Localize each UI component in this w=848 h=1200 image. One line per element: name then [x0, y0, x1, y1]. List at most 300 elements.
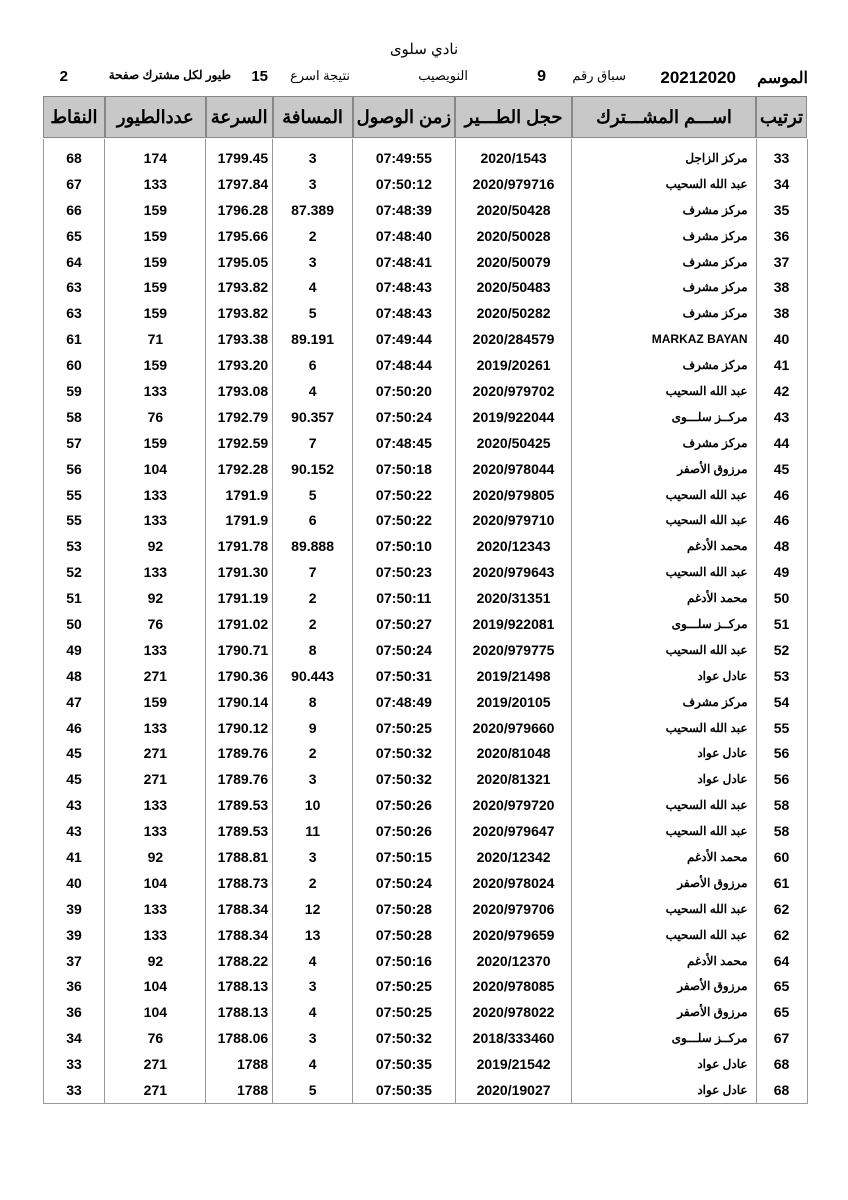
cell-member-name: عبد الله السحيب — [572, 482, 756, 508]
cell-distance: 2 — [273, 870, 353, 896]
table-row — [43, 844, 807, 870]
cell-bird-count: 133 — [105, 715, 206, 741]
cell-member-name: عبد الله السحيب — [572, 171, 756, 197]
cell-points: 57 — [43, 430, 105, 456]
table-row — [43, 715, 807, 741]
cell-points: 66 — [43, 197, 105, 223]
table-row — [43, 223, 807, 249]
cell-distance: 89.888 — [273, 533, 353, 559]
cell-rank: 54 — [756, 689, 807, 715]
cell-speed: 1795.66 — [206, 223, 273, 249]
cell-speed: 1791.30 — [206, 559, 273, 585]
cell-speed: 1788.73 — [206, 870, 273, 896]
cell-rank: 56 — [756, 740, 807, 766]
cell-member-name: عبد الله السحيب — [572, 922, 756, 948]
cell-speed: 1788.06 — [206, 1025, 273, 1051]
cell-bird-count: 159 — [105, 274, 206, 300]
cell-distance: 87.389 — [273, 197, 353, 223]
cell-rank: 40 — [756, 326, 807, 352]
cell-ring-number: 2020/979702 — [455, 378, 572, 404]
cell-speed: 1792.28 — [206, 456, 273, 482]
table-row — [43, 559, 807, 585]
cell-ring-number: 2020/50483 — [455, 274, 572, 300]
cell-speed: 1790.71 — [206, 637, 273, 663]
cell-arrival-time: 07:50:35 — [353, 1077, 456, 1103]
table-row — [43, 585, 807, 611]
cell-ring-number: 2020/979775 — [455, 637, 572, 663]
cell-member-name: مركز مشرف — [572, 352, 756, 378]
cell-member-name: عادل عواد — [572, 766, 756, 792]
cell-distance: 4 — [273, 999, 353, 1025]
table-row — [43, 378, 807, 404]
cell-rank: 41 — [756, 352, 807, 378]
fastest-label: نتيجة اسرع — [290, 68, 350, 83]
cell-bird-count: 159 — [105, 249, 206, 275]
cell-speed: 1788.81 — [206, 844, 273, 870]
table-row — [43, 999, 807, 1025]
cell-ring-number: 2020/31351 — [455, 585, 572, 611]
race-number: 9 — [537, 68, 546, 85]
cell-bird-count: 271 — [105, 740, 206, 766]
cell-rank: 38 — [756, 274, 807, 300]
cell-rank: 46 — [756, 507, 807, 533]
cell-member-name: محمد الأدغم — [572, 533, 756, 559]
season-value: 20212020 — [660, 68, 736, 87]
cell-arrival-time: 07:50:28 — [353, 896, 456, 922]
table-row — [43, 430, 807, 456]
cell-speed: 1790.14 — [206, 689, 273, 715]
cell-rank: 60 — [756, 844, 807, 870]
cell-ring-number: 2020/978044 — [455, 456, 572, 482]
cell-bird-count: 133 — [105, 378, 206, 404]
table-row — [43, 404, 807, 430]
cell-bird-count: 133 — [105, 482, 206, 508]
cell-distance: 5 — [273, 1077, 353, 1103]
cell-speed: 1797.84 — [206, 171, 273, 197]
table-row — [43, 766, 807, 792]
cell-distance: 2 — [273, 223, 353, 249]
cell-rank: 65 — [756, 974, 807, 1000]
column-header-rank: ترتيب — [756, 96, 807, 138]
cell-speed: 1788.13 — [206, 974, 273, 1000]
cell-bird-count: 92 — [105, 844, 206, 870]
cell-member-name: عبد الله السحيب — [572, 637, 756, 663]
cell-member-name: مركز مشرف — [572, 300, 756, 326]
cell-arrival-time: 07:50:24 — [353, 637, 456, 663]
cell-speed: 1795.05 — [206, 249, 273, 275]
table-row — [43, 352, 807, 378]
cell-distance: 4 — [273, 948, 353, 974]
cell-rank: 34 — [756, 171, 807, 197]
cell-speed: 1788.34 — [206, 922, 273, 948]
cell-speed: 1791.78 — [206, 533, 273, 559]
cell-ring-number: 2020/979659 — [455, 922, 572, 948]
cell-ring-number: 2020/12343 — [455, 533, 572, 559]
table-row — [43, 1077, 807, 1103]
cell-speed: 1788 — [206, 1077, 273, 1103]
cell-points: 68 — [43, 138, 105, 171]
cell-rank: 68 — [756, 1077, 807, 1103]
column-header-member-name: اســـم المشـــترك — [572, 96, 756, 138]
cell-ring-number: 2020/1543 — [455, 138, 572, 171]
cell-arrival-time: 07:50:32 — [353, 740, 456, 766]
cell-speed: 1796.28 — [206, 197, 273, 223]
cell-rank: 56 — [756, 766, 807, 792]
cell-distance: 3 — [273, 974, 353, 1000]
cell-speed: 1793.08 — [206, 378, 273, 404]
cell-distance: 5 — [273, 482, 353, 508]
cell-bird-count: 76 — [105, 404, 206, 430]
cell-rank: 65 — [756, 999, 807, 1025]
cell-points: 34 — [43, 1025, 105, 1051]
cell-points: 33 — [43, 1051, 105, 1077]
cell-arrival-time: 07:48:45 — [353, 430, 456, 456]
page-number: 2 — [59, 68, 68, 85]
cell-points: 67 — [43, 171, 105, 197]
cell-points: 45 — [43, 766, 105, 792]
cell-rank: 38 — [756, 300, 807, 326]
cell-member-name: مرزوق الأصفر — [572, 870, 756, 896]
cell-member-name: عبد الله السحيب — [572, 715, 756, 741]
cell-bird-count: 92 — [105, 585, 206, 611]
cell-distance: 6 — [273, 507, 353, 533]
cell-arrival-time: 07:50:11 — [353, 585, 456, 611]
cell-arrival-time: 07:50:23 — [353, 559, 456, 585]
cell-rank: 36 — [756, 223, 807, 249]
table-row — [43, 922, 807, 948]
cell-speed: 1793.82 — [206, 300, 273, 326]
table-row — [43, 138, 807, 171]
table-row — [43, 870, 807, 896]
cell-ring-number: 2020/81048 — [455, 740, 572, 766]
cell-member-name: مركز مشرف — [572, 197, 756, 223]
cell-bird-count: 104 — [105, 870, 206, 896]
cell-distance: 8 — [273, 689, 353, 715]
column-header-arrival-time: زمن الوصول — [353, 96, 456, 138]
cell-distance: 6 — [273, 352, 353, 378]
cell-member-name: مركز مشرف — [572, 249, 756, 275]
cell-arrival-time: 07:48:43 — [353, 300, 456, 326]
cell-points: 55 — [43, 482, 105, 508]
table-row — [43, 171, 807, 197]
cell-speed: 1792.79 — [206, 404, 273, 430]
cell-bird-count: 104 — [105, 974, 206, 1000]
cell-points: 65 — [43, 223, 105, 249]
cell-points: 56 — [43, 456, 105, 482]
cell-ring-number: 2020/50428 — [455, 197, 572, 223]
cell-points: 63 — [43, 300, 105, 326]
cell-speed: 1789.76 — [206, 766, 273, 792]
cell-bird-count: 271 — [105, 1077, 206, 1103]
cell-rank: 43 — [756, 404, 807, 430]
cell-distance: 90.443 — [273, 663, 353, 689]
table-row — [43, 274, 807, 300]
cell-points: 64 — [43, 249, 105, 275]
cell-speed: 1793.82 — [206, 274, 273, 300]
cell-distance: 4 — [273, 378, 353, 404]
race-location: النويصيب — [418, 68, 468, 83]
cell-speed: 1789.76 — [206, 740, 273, 766]
cell-ring-number: 2019/922044 — [455, 404, 572, 430]
table-row — [43, 533, 807, 559]
cell-bird-count: 159 — [105, 430, 206, 456]
cell-member-name: عبد الله السحيب — [572, 818, 756, 844]
cell-bird-count: 76 — [105, 1025, 206, 1051]
cell-bird-count: 133 — [105, 922, 206, 948]
cell-ring-number: 2020/50028 — [455, 223, 572, 249]
cell-points: 33 — [43, 1077, 105, 1103]
cell-arrival-time: 07:48:44 — [353, 352, 456, 378]
cell-points: 49 — [43, 637, 105, 663]
cell-distance: 4 — [273, 1051, 353, 1077]
cell-distance: 11 — [273, 818, 353, 844]
cell-points: 61 — [43, 326, 105, 352]
cell-speed: 1789.53 — [206, 792, 273, 818]
table-row — [43, 197, 807, 223]
cell-member-name: مركــز سلـــوى — [572, 611, 756, 637]
table-row — [43, 740, 807, 766]
table-row — [43, 507, 807, 533]
cell-ring-number: 2020/979805 — [455, 482, 572, 508]
cell-speed: 1789.53 — [206, 818, 273, 844]
cell-rank: 52 — [756, 637, 807, 663]
season-label: الموسم — [757, 70, 808, 87]
cell-bird-count: 92 — [105, 533, 206, 559]
cell-arrival-time: 07:50:25 — [353, 974, 456, 1000]
cell-bird-count: 133 — [105, 507, 206, 533]
cell-speed: 1793.20 — [206, 352, 273, 378]
cell-rank: 44 — [756, 430, 807, 456]
cell-arrival-time: 07:50:28 — [353, 922, 456, 948]
cell-points: 46 — [43, 715, 105, 741]
cell-bird-count: 133 — [105, 792, 206, 818]
cell-arrival-time: 07:50:27 — [353, 611, 456, 637]
cell-bird-count: 271 — [105, 1051, 206, 1077]
cell-bird-count: 133 — [105, 637, 206, 663]
cell-ring-number: 2020/978022 — [455, 999, 572, 1025]
table-row — [43, 689, 807, 715]
cell-bird-count: 133 — [105, 559, 206, 585]
cell-arrival-time: 07:50:22 — [353, 507, 456, 533]
cell-points: 40 — [43, 870, 105, 896]
cell-rank: 37 — [756, 249, 807, 275]
race-info — [42, 68, 808, 92]
cell-bird-count: 271 — [105, 766, 206, 792]
cell-member-name: عبد الله السحيب — [572, 507, 756, 533]
table-row — [43, 300, 807, 326]
cell-member-name: مركــز سلـــوى — [572, 1025, 756, 1051]
cell-ring-number: 2020/979706 — [455, 896, 572, 922]
cell-speed: 1788.22 — [206, 948, 273, 974]
cell-rank: 49 — [756, 559, 807, 585]
cell-member-name: مركز الزاجل — [572, 138, 756, 171]
cell-ring-number: 2020/19027 — [455, 1077, 572, 1103]
cell-distance: 90.152 — [273, 456, 353, 482]
cell-rank: 45 — [756, 456, 807, 482]
cell-ring-number: 2020/979643 — [455, 559, 572, 585]
cell-points: 37 — [43, 948, 105, 974]
cell-distance: 12 — [273, 896, 353, 922]
cell-distance: 7 — [273, 559, 353, 585]
cell-ring-number: 2020/81321 — [455, 766, 572, 792]
cell-rank: 58 — [756, 818, 807, 844]
cell-ring-number: 2020/284579 — [455, 326, 572, 352]
cell-arrival-time: 07:50:35 — [353, 1051, 456, 1077]
cell-bird-count: 159 — [105, 352, 206, 378]
cell-bird-count: 133 — [105, 896, 206, 922]
cell-rank: 46 — [756, 482, 807, 508]
cell-ring-number: 2020/979660 — [455, 715, 572, 741]
cell-distance: 2 — [273, 585, 353, 611]
cell-distance: 10 — [273, 792, 353, 818]
cell-bird-count: 133 — [105, 171, 206, 197]
cell-bird-count: 104 — [105, 999, 206, 1025]
club-title: نادي سلوى — [389, 41, 459, 58]
cell-rank: 68 — [756, 1051, 807, 1077]
cell-speed: 1790.36 — [206, 663, 273, 689]
cell-points: 39 — [43, 922, 105, 948]
cell-ring-number: 2020/978024 — [455, 870, 572, 896]
fastest-count: 15 — [251, 68, 268, 85]
cell-member-name: مرزوق الأصفر — [572, 974, 756, 1000]
cell-arrival-time: 07:50:32 — [353, 1025, 456, 1051]
cell-speed: 1790.12 — [206, 715, 273, 741]
cell-points: 48 — [43, 663, 105, 689]
table-row — [43, 249, 807, 275]
cell-member-name: مركز مشرف — [572, 274, 756, 300]
column-header-distance: المسافة — [273, 96, 353, 138]
table-row — [43, 637, 807, 663]
cell-distance: 9 — [273, 715, 353, 741]
cell-bird-count: 104 — [105, 456, 206, 482]
cell-points: 41 — [43, 844, 105, 870]
cell-ring-number: 2020/50079 — [455, 249, 572, 275]
cell-arrival-time: 07:50:32 — [353, 766, 456, 792]
cell-speed: 1788.34 — [206, 896, 273, 922]
cell-rank: 35 — [756, 197, 807, 223]
table-row — [43, 948, 807, 974]
cell-member-name: مركز مشرف — [572, 689, 756, 715]
cell-ring-number: 2019/21542 — [455, 1051, 572, 1077]
cell-ring-number: 2020/979716 — [455, 171, 572, 197]
cell-member-name: محمد الأدغم — [572, 585, 756, 611]
table-row — [43, 1025, 807, 1051]
cell-arrival-time: 07:48:43 — [353, 274, 456, 300]
column-header-speed: السرعة — [206, 96, 273, 138]
cell-ring-number: 2020/979647 — [455, 818, 572, 844]
cell-speed: 1788 — [206, 1051, 273, 1077]
table-row — [43, 974, 807, 1000]
cell-distance: 90.357 — [273, 404, 353, 430]
cell-arrival-time: 07:50:10 — [353, 533, 456, 559]
cell-member-name: مركز مشرف — [572, 430, 756, 456]
cell-distance: 3 — [273, 1025, 353, 1051]
per-member-label: طيور لكل مشترك صفحة — [108, 68, 231, 82]
cell-distance: 2 — [273, 740, 353, 766]
cell-rank: 55 — [756, 715, 807, 741]
cell-arrival-time: 07:50:15 — [353, 844, 456, 870]
cell-points: 63 — [43, 274, 105, 300]
cell-arrival-time: 07:50:22 — [353, 482, 456, 508]
cell-arrival-time: 07:48:49 — [353, 689, 456, 715]
cell-ring-number: 2020/979710 — [455, 507, 572, 533]
cell-member-name: عبد الله السحيب — [572, 792, 756, 818]
cell-distance: 3 — [273, 766, 353, 792]
cell-arrival-time: 07:50:24 — [353, 870, 456, 896]
cell-points: 36 — [43, 974, 105, 1000]
cell-arrival-time: 07:50:16 — [353, 948, 456, 974]
cell-bird-count: 76 — [105, 611, 206, 637]
cell-distance: 3 — [273, 171, 353, 197]
results-table — [42, 95, 808, 1104]
cell-points: 51 — [43, 585, 105, 611]
cell-bird-count: 159 — [105, 689, 206, 715]
cell-speed: 1793.38 — [206, 326, 273, 352]
cell-speed: 1791.02 — [206, 611, 273, 637]
cell-bird-count: 71 — [105, 326, 206, 352]
cell-member-name: عادل عواد — [572, 1077, 756, 1103]
cell-ring-number: 2019/922081 — [455, 611, 572, 637]
cell-ring-number: 2020/979720 — [455, 792, 572, 818]
cell-ring-number: 2020/12342 — [455, 844, 572, 870]
cell-points: 36 — [43, 999, 105, 1025]
cell-bird-count: 271 — [105, 663, 206, 689]
cell-member-name: محمد الأدغم — [572, 948, 756, 974]
cell-distance: 89.191 — [273, 326, 353, 352]
cell-arrival-time: 07:50:24 — [353, 404, 456, 430]
cell-ring-number: 2020/978085 — [455, 974, 572, 1000]
cell-arrival-time: 07:50:20 — [353, 378, 456, 404]
cell-distance: 3 — [273, 844, 353, 870]
cell-speed: 1791.9 — [206, 482, 273, 508]
cell-arrival-time: 07:50:26 — [353, 792, 456, 818]
cell-points: 52 — [43, 559, 105, 585]
cell-arrival-time: 07:50:26 — [353, 818, 456, 844]
table-row — [43, 1051, 807, 1077]
cell-points: 43 — [43, 818, 105, 844]
cell-rank: 61 — [756, 870, 807, 896]
cell-ring-number: 2020/12370 — [455, 948, 572, 974]
cell-member-name: مرزوق الأصفر — [572, 999, 756, 1025]
cell-points: 39 — [43, 896, 105, 922]
cell-speed: 1791.9 — [206, 507, 273, 533]
cell-ring-number: 2020/50282 — [455, 300, 572, 326]
cell-arrival-time: 07:50:18 — [353, 456, 456, 482]
cell-ring-number: 2019/20261 — [455, 352, 572, 378]
cell-speed: 1799.45 — [206, 138, 273, 171]
cell-points: 60 — [43, 352, 105, 378]
cell-rank: 67 — [756, 1025, 807, 1051]
cell-bird-count: 159 — [105, 197, 206, 223]
cell-member-name: مركــز سلـــوى — [572, 404, 756, 430]
cell-member-name: MARKAZ BAYAN — [572, 326, 756, 352]
cell-points: 45 — [43, 740, 105, 766]
cell-bird-count: 159 — [105, 223, 206, 249]
cell-rank: 33 — [756, 138, 807, 171]
table-row — [43, 896, 807, 922]
cell-member-name: مرزوق الأصفر — [572, 456, 756, 482]
column-header-bird-count: عددالطيور — [105, 96, 206, 138]
table-row — [43, 326, 807, 352]
cell-points: 47 — [43, 689, 105, 715]
cell-arrival-time: 07:49:44 — [353, 326, 456, 352]
cell-distance: 7 — [273, 430, 353, 456]
table-row — [43, 456, 807, 482]
cell-bird-count: 159 — [105, 300, 206, 326]
cell-bird-count: 133 — [105, 818, 206, 844]
table-row — [43, 482, 807, 508]
column-header-ring-number: حجل الطـــير — [455, 96, 572, 138]
